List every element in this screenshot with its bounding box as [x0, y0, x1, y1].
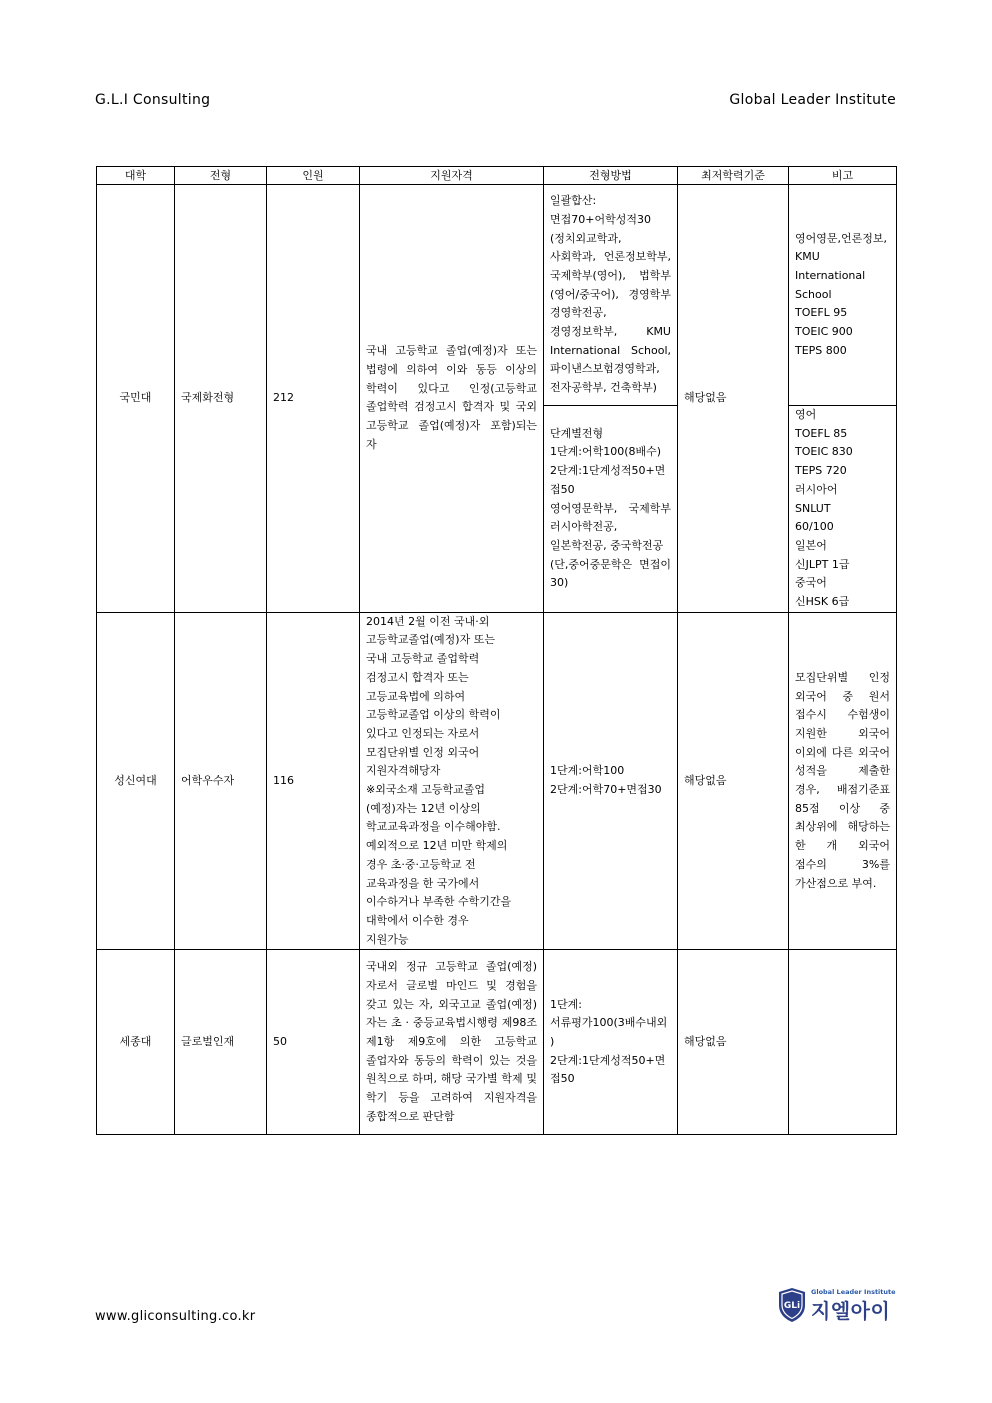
- logo-mark-text: GLi: [783, 1301, 801, 1311]
- col-header-qualification: 지원자격: [360, 167, 544, 185]
- cell-admission: 글로벌인재: [175, 950, 267, 1135]
- cell-method: 단계별전형 1단계:어학100(8배수) 2단계:1단계성적50+면접50 영어영문학부, 국제학부 러시아학전공, 일본학전공, 중국학전공 (단,중어중문학은 면접이 30): [544, 406, 678, 613]
- col-header-count: 인원: [267, 167, 360, 185]
- table-row: [97, 612, 897, 950]
- cell-qualification: 국내외 정규 고등학교 졸업(예정)자로서 글로벌 마인드 및 경험을 갖고 있는 자, 외국고교 졸업(예정)자는 초 · 중등교육법시행령 제98조 제1항 제9호에 의한 고등학교 졸업자와 동등의 학력이 있는 것을 원칙으로 하며, 해당 국가별 학제 및 학기 등을 고려하여 지원자격을 종합적으로 판단함: [360, 950, 544, 1135]
- cell-note: [789, 950, 897, 1135]
- shield-icon: [777, 1287, 807, 1323]
- cell-note: 영어영문,언론정보, KMU International School TOEFL 95 TOEIC 900 TEPS 800: [789, 185, 897, 406]
- cell-admission: 국제화전형: [175, 185, 267, 613]
- table-header-row: [97, 167, 897, 185]
- cell-university: 국민대: [97, 185, 175, 613]
- col-header-method: 전형방법: [544, 167, 678, 185]
- cell-university: 세종대: [97, 950, 175, 1135]
- col-header-note: 비고: [789, 167, 897, 185]
- cell-minimum: 해당없음: [678, 612, 789, 950]
- cell-admission: 어학우수자: [175, 612, 267, 950]
- col-header-university: 대학: [97, 167, 175, 185]
- logo-tagline: Global Leader Institute: [811, 1288, 896, 1296]
- cell-minimum: 해당없음: [678, 185, 789, 613]
- col-header-admission: 전형: [175, 167, 267, 185]
- col-header-minimum: 최저학력기준: [678, 167, 789, 185]
- cell-method: 1단계:서류평가100(3배수내외) 2단계:1단계성적50+면접50: [544, 950, 678, 1135]
- cell-method: 일괄합산:면접70+어학성적30 (정치외교학과, 사회학과, 언론정보학부, 국제학부(영어), 법학부(영어/중국어), 경영학부 경영학전공, 경영정보학부, KMU International School, 파이낸스보험경영학과, 전자공학부, 건축학부): [544, 185, 678, 406]
- cell-count: 50: [267, 950, 360, 1135]
- cell-note: 모집단위별 인정 외국어 중 원서 접수시 수험생이 지원한 외국어 이외에 다른 외국어 성적을 제출한 경우, 배점기준표 85점 이상 중 최상위에 해당하는 한 개 외국어 점수의 3%를 가산점으로 부여.: [789, 612, 897, 950]
- cell-method: 1단계:어학100 2단계:어학70+면접30: [544, 612, 678, 950]
- admissions-table: [96, 166, 897, 1135]
- header-left-title: G.L.I Consulting: [95, 92, 211, 108]
- cell-count: 116: [267, 612, 360, 950]
- cell-qualification: 국내 고등학교 졸업(예정)자 또는 법령에 의하여 이와 동등 이상의 학력이 있다고 인정(고등학교 졸업학력 검정고시 합격자 및 국외 고등학교 졸업(예정)자 포함)되는 자: [360, 185, 544, 613]
- cell-count: 212: [267, 185, 360, 613]
- cell-note: 영어 TOEFL 85 TOEIC 830 TEPS 720 러시아어 SNLUT 60/100 일본어 신JLPT 1급 중국어 신HSK 6급: [789, 406, 897, 613]
- cell-minimum: 해당없음: [678, 950, 789, 1135]
- cell-university: 성신여대: [97, 612, 175, 950]
- gli-logo: [775, 1286, 897, 1326]
- logo-korean-text: 지엘아이: [811, 1299, 891, 1323]
- footer-website-link[interactable]: www.gliconsulting.co.kr: [95, 1309, 256, 1324]
- header-right-title: Global Leader Institute: [729, 92, 896, 108]
- cell-qualification: 2014년 2월 이전 국내·외 고등학교졸업(예정)자 또는 국내 고등학교 졸업학력 검정고시 합격자 또는 고등교육법에 의하여 고등학교졸업 이상의 학력이 있다고 인정되는 자로서 모집단위별 인정 외국어 지원자격해당자 ※외국소재 고등학교졸업 (예정)자는 12년 이상의 학교교육과정을 이수해야함. 예외적으로 12년 미만 학제의 경우 초·중·고등학교 전 교육과정을 한 국가에서 이수하거나 부족한 수학기간을 대학에서 이수한 경우 지원가능: [360, 612, 544, 950]
- table-row: [97, 185, 897, 406]
- table-row: [97, 950, 897, 1135]
